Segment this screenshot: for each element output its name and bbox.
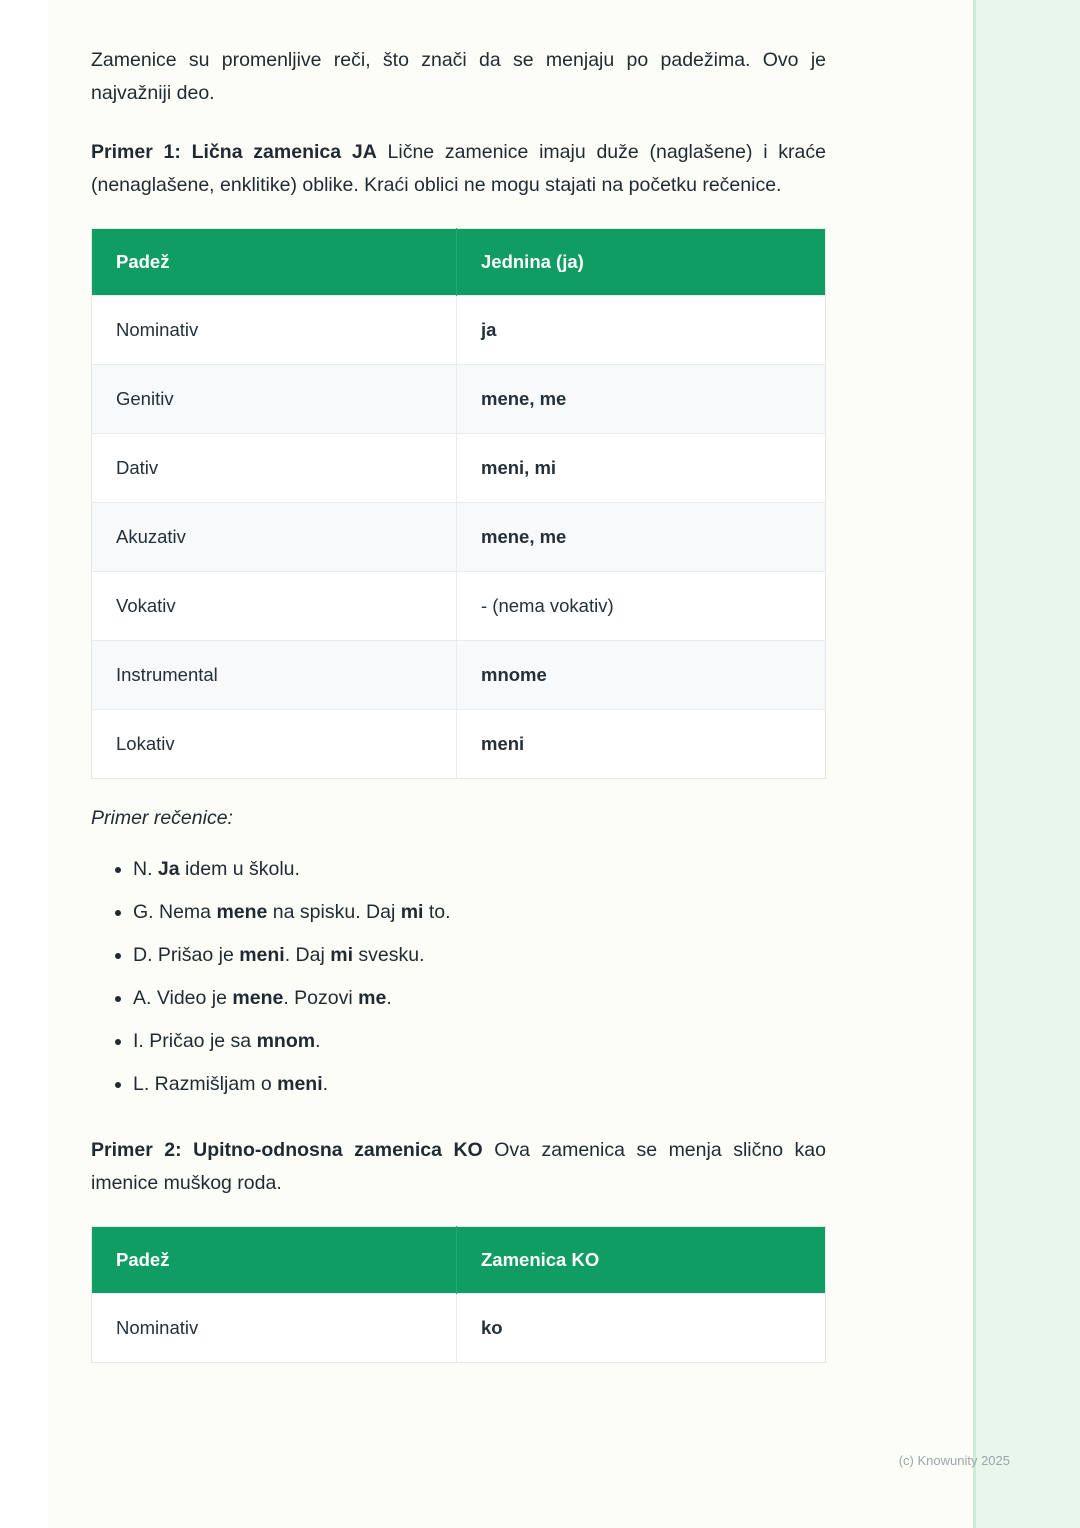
table-header-row bbox=[92, 229, 826, 296]
list-item bbox=[133, 1020, 826, 1063]
ex5-mid: . bbox=[322, 1073, 329, 1095]
ex5-prefix: L. Razmišljam o bbox=[133, 1073, 278, 1095]
table2-header-zamenica: Zamenica KO bbox=[457, 1227, 826, 1294]
ex1-bold2: mi bbox=[400, 901, 424, 923]
table1-value-4: - (nema vokativ) bbox=[457, 572, 826, 641]
ex3-bold1: mene bbox=[232, 987, 284, 1009]
ex3-prefix: A. Video je bbox=[133, 987, 233, 1009]
ex2-prefix: D. Prišao je bbox=[133, 944, 240, 966]
ex2-bold2: mi bbox=[330, 944, 353, 966]
example1-paragraph bbox=[91, 136, 826, 202]
ex1-suffix: to. bbox=[423, 901, 451, 923]
table-row bbox=[92, 434, 826, 503]
ex0-mid: idem u školu. bbox=[179, 858, 300, 880]
table-row bbox=[92, 1294, 826, 1363]
table-row bbox=[92, 572, 826, 641]
table1-case-6: Lokativ bbox=[92, 710, 457, 779]
example2-text: Ova zamenica se menja slično kao imenice muškog roda. bbox=[91, 1139, 827, 1194]
table2-header-row bbox=[92, 1227, 826, 1294]
table1-header-jednina: Jednina (ja) bbox=[457, 229, 826, 296]
ex2-suffix: svesku. bbox=[353, 944, 425, 966]
table1-value-1: mene, me bbox=[457, 365, 826, 434]
table1-value-0: ja bbox=[457, 296, 826, 365]
table1-value-5: mnome bbox=[457, 641, 826, 710]
table2-case-0: Nominativ bbox=[92, 1294, 457, 1363]
ex5-bold1: meni bbox=[277, 1073, 323, 1095]
table-zamenica-ko bbox=[91, 1226, 826, 1363]
list-item bbox=[133, 934, 826, 977]
table-row bbox=[92, 641, 826, 710]
table1-body bbox=[92, 296, 826, 779]
table1-case-1: Genitiv bbox=[92, 365, 457, 434]
list-item bbox=[133, 891, 826, 934]
table1-case-0: Nominativ bbox=[92, 296, 457, 365]
ex1-bold1: mene bbox=[216, 901, 268, 923]
ex2-mid: . Daj bbox=[284, 944, 331, 966]
left-margin bbox=[0, 0, 48, 1528]
ex2-bold1: meni bbox=[239, 944, 285, 966]
ex3-bold2: me bbox=[358, 987, 387, 1009]
list-item bbox=[133, 1063, 826, 1106]
example1-heading: Primer 1: Lična zamenica JA bbox=[91, 141, 377, 163]
table1-header-padez: Padež bbox=[92, 229, 457, 296]
example2-heading: Primer 2: Upitno-odnosna zamenica KO bbox=[91, 1139, 483, 1161]
intro-paragraph: Zamenice su promenljive reči, što znači da se menjaju po padežima. Ovo je najvažniji deo. bbox=[91, 49, 826, 104]
table1-case-4: Vokativ bbox=[92, 572, 457, 641]
table1-value-3: mene, me bbox=[457, 503, 826, 572]
example2-paragraph bbox=[91, 1134, 826, 1200]
ex0-bold1: Ja bbox=[157, 858, 180, 880]
table-row bbox=[92, 296, 826, 365]
table1-case-2: Dativ bbox=[92, 434, 457, 503]
table1-case-5: Instrumental bbox=[92, 641, 457, 710]
ex4-prefix: I. Pričao je sa bbox=[133, 1030, 257, 1052]
table1-case-3: Akuzativ bbox=[92, 503, 457, 572]
copyright-watermark: (c) Knowunity 2025 bbox=[898, 1453, 1010, 1468]
ex1-prefix: G. Nema bbox=[133, 901, 217, 923]
ex1-mid: na spisku. Daj bbox=[267, 901, 401, 923]
table-row bbox=[92, 365, 826, 434]
ex4-bold1: mnom bbox=[256, 1030, 316, 1052]
sentence-examples-label: Primer rečenice: bbox=[91, 807, 233, 829]
table1-value-2: meni, mi bbox=[457, 434, 826, 503]
list-item bbox=[133, 977, 826, 1020]
ex0-prefix: N. bbox=[133, 858, 158, 880]
right-side-panel bbox=[976, 0, 1080, 1528]
table-licna-zamenica-ja bbox=[91, 228, 826, 779]
ex3-mid: . Pozovi bbox=[283, 987, 359, 1009]
ex4-mid: . bbox=[315, 1030, 321, 1052]
document-content bbox=[91, 44, 826, 1391]
table2-value-0: ko bbox=[457, 1294, 826, 1363]
ex3-suffix: . bbox=[386, 987, 392, 1009]
table1-value-6: meni bbox=[457, 710, 826, 779]
list-item bbox=[133, 848, 826, 891]
example1-text: Lične zamenice imaju duže (naglašene) i kraće (nenaglašene, enklitike) oblike. Kraći oblici ne mogu stajati na početku rečenice. bbox=[91, 141, 826, 196]
table-row bbox=[92, 710, 826, 779]
table2-body bbox=[92, 1294, 826, 1363]
table-row bbox=[92, 503, 826, 572]
sentence-examples-list bbox=[91, 848, 826, 1106]
table2-header-padez: Padež bbox=[92, 1227, 457, 1294]
